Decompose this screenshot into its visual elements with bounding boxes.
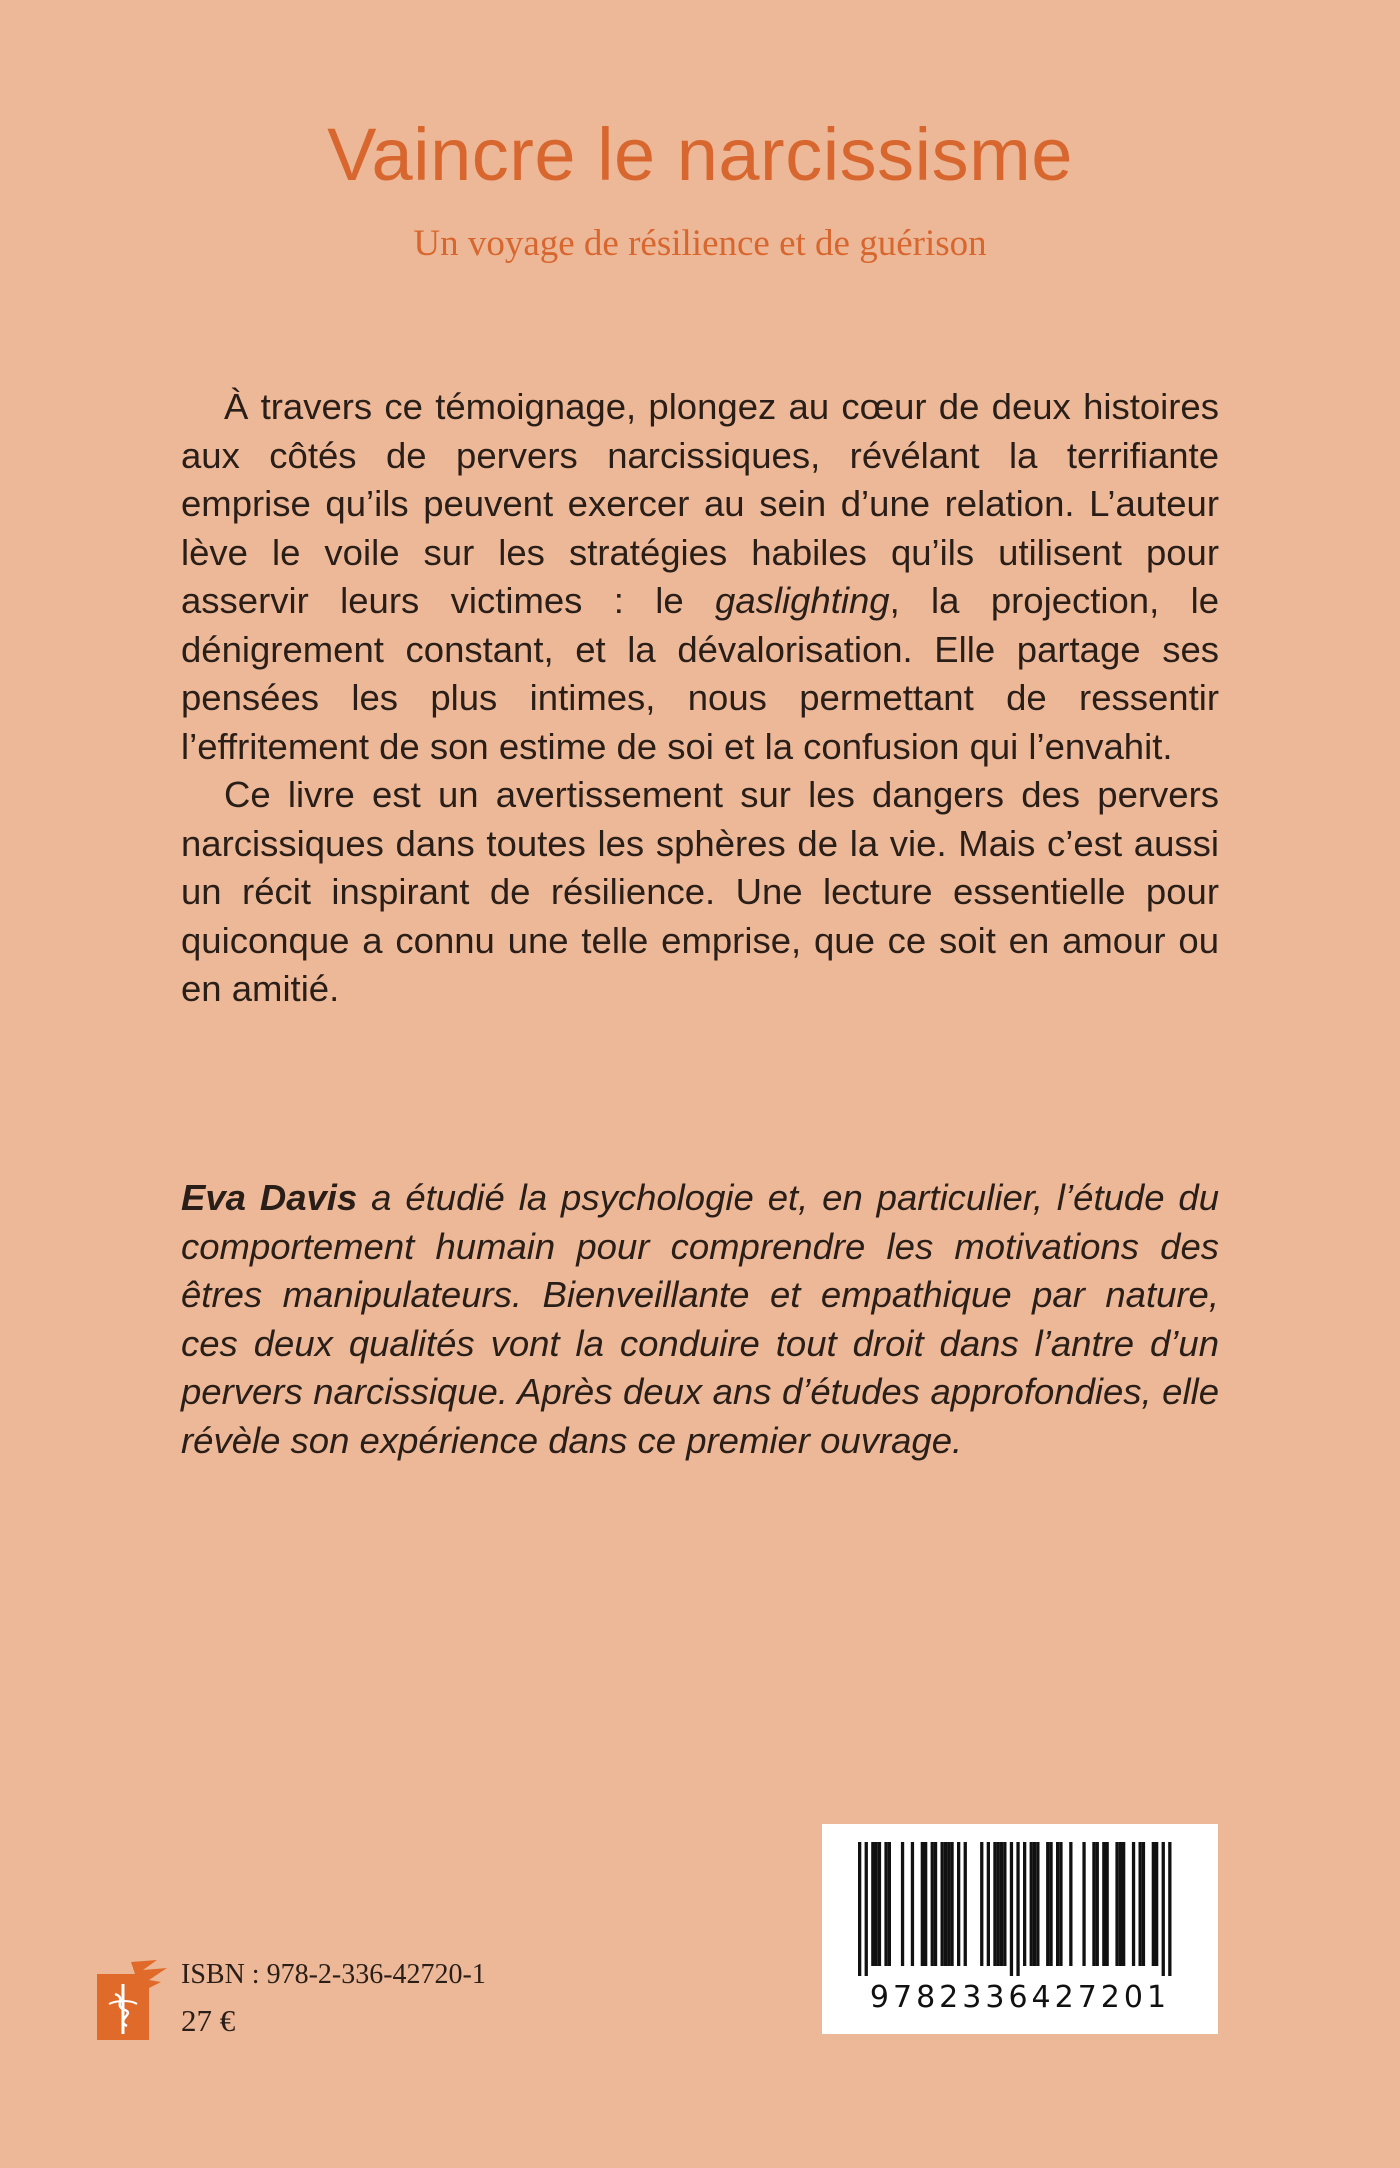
barcode-bar — [941, 1842, 944, 1966]
barcode-bar — [1003, 1842, 1006, 1966]
barcode-bar — [1010, 1842, 1013, 1976]
barcode-bar — [1036, 1842, 1039, 1966]
barcode-bar — [1056, 1842, 1059, 1966]
barcode-bar — [921, 1842, 924, 1966]
barcode — [822, 1824, 1218, 2034]
barcode-bar — [858, 1842, 861, 1976]
barcode-bar — [957, 1842, 960, 1966]
barcode-bar — [1046, 1842, 1049, 1966]
barcode-bar — [1033, 1842, 1036, 1966]
book-title: Vaincre le narcissisme — [327, 113, 1073, 196]
barcode-bar — [1106, 1842, 1109, 1966]
barcode-bar — [1030, 1842, 1033, 1966]
barcode-bar — [931, 1842, 934, 1966]
barcode-bar — [947, 1842, 950, 1966]
barcode-bar — [980, 1842, 983, 1966]
barcode-bar — [1115, 1842, 1118, 1966]
barcode-bar — [987, 1842, 990, 1966]
barcode-bar — [865, 1842, 868, 1976]
publisher-logo-icon — [97, 1960, 169, 2040]
author-bio-text: a étudié la psychologie et, en particulier, l’étude du comportement humain pour comprendre les motivations des êtres manipulateurs. Bienveillante et empathique par nature, ces deux qualités vont la conduire tout droit dans l’antre d’un pervers narcissique. Après deux ans d’études approfondies, elle révèle son expérience dans ce premier ouvrage. — [181, 1177, 1219, 1461]
barcode-bar — [911, 1842, 914, 1966]
barcode-bar — [1155, 1842, 1158, 1966]
barcode-bar — [875, 1842, 878, 1966]
barcode-bar — [1000, 1842, 1003, 1966]
blurb-emphasis: gaslighting — [715, 580, 890, 621]
barcode-bar — [1102, 1842, 1105, 1966]
barcode-bar — [888, 1842, 891, 1966]
barcode-bar — [878, 1842, 881, 1966]
barcode-bar — [1132, 1842, 1135, 1966]
barcode-bar — [1096, 1842, 1099, 1966]
barcode-bar — [997, 1842, 1000, 1966]
barcode-bar — [1162, 1842, 1165, 1976]
barcode-bar — [1139, 1842, 1142, 1966]
barcode-bar — [1168, 1842, 1171, 1976]
barcode-bar — [1092, 1842, 1095, 1966]
barcode-bar — [1049, 1842, 1052, 1966]
barcode-bar — [950, 1842, 953, 1966]
author-bio — [181, 1174, 1219, 1465]
barcode-bar — [964, 1842, 967, 1966]
barcode-bar — [924, 1842, 927, 1966]
barcode-bar — [993, 1842, 996, 1966]
author-name: Eva Davis — [181, 1177, 358, 1218]
barcode-bar — [1059, 1842, 1062, 1966]
barcode-bar — [944, 1842, 947, 1966]
barcode-bar — [1152, 1842, 1155, 1966]
price-text: 27 € — [181, 2003, 236, 2038]
blurb-p1-text-end: , la projection, le dénigrement constant, et la dévalorisation. Elle partage ses pensées les plus intimes, nous permettant de ressentir l’effritement de son estime de soi et la confusion qui l’envahit. — [181, 580, 1219, 767]
barcode-bar — [901, 1842, 904, 1966]
barcode-bar — [884, 1842, 887, 1966]
barcode-bar — [1023, 1842, 1026, 1966]
barcode-bar — [871, 1842, 874, 1966]
book-subtitle: Un voyage de résilience et de guérison — [413, 223, 987, 264]
barcode-bar — [1122, 1842, 1125, 1966]
blurb-paragraph-1 — [181, 383, 1219, 771]
isbn-text: ISBN : 978-2-336-42720-1 — [181, 1959, 486, 1990]
barcode-bar — [1082, 1842, 1085, 1966]
barcode-digits: 9782336427201 — [869, 1980, 1171, 2015]
barcode-bar — [1016, 1842, 1019, 1976]
barcode-bar — [1142, 1842, 1145, 1966]
blurb-p1-text: À travers ce témoignage, plongez au cœur de deux histoires aux côtés de pervers narcissiques, révélant la terrifiante emprise qu’ils peuvent exercer au sein d’une relation. L’auteur lève le voile sur les stratégies habiles qu’ils utilisent pour asservir leurs victimes : le — [181, 386, 1219, 621]
barcode-bar — [934, 1842, 937, 1966]
blurb-paragraph-2: Ce livre est un avertissement sur les dangers des pervers narcissiques dans toutes les sphères de la vie. Mais c’est aussi un récit inspirant de résilience. Une lecture essentielle pour quiconque a connu une telle emprise, que ce soit en amour ou en amitié. — [181, 774, 1219, 1009]
barcode-bar — [1119, 1842, 1122, 1966]
back-cover-blurb — [181, 383, 1219, 1014]
barcode-bar — [1069, 1842, 1072, 1966]
